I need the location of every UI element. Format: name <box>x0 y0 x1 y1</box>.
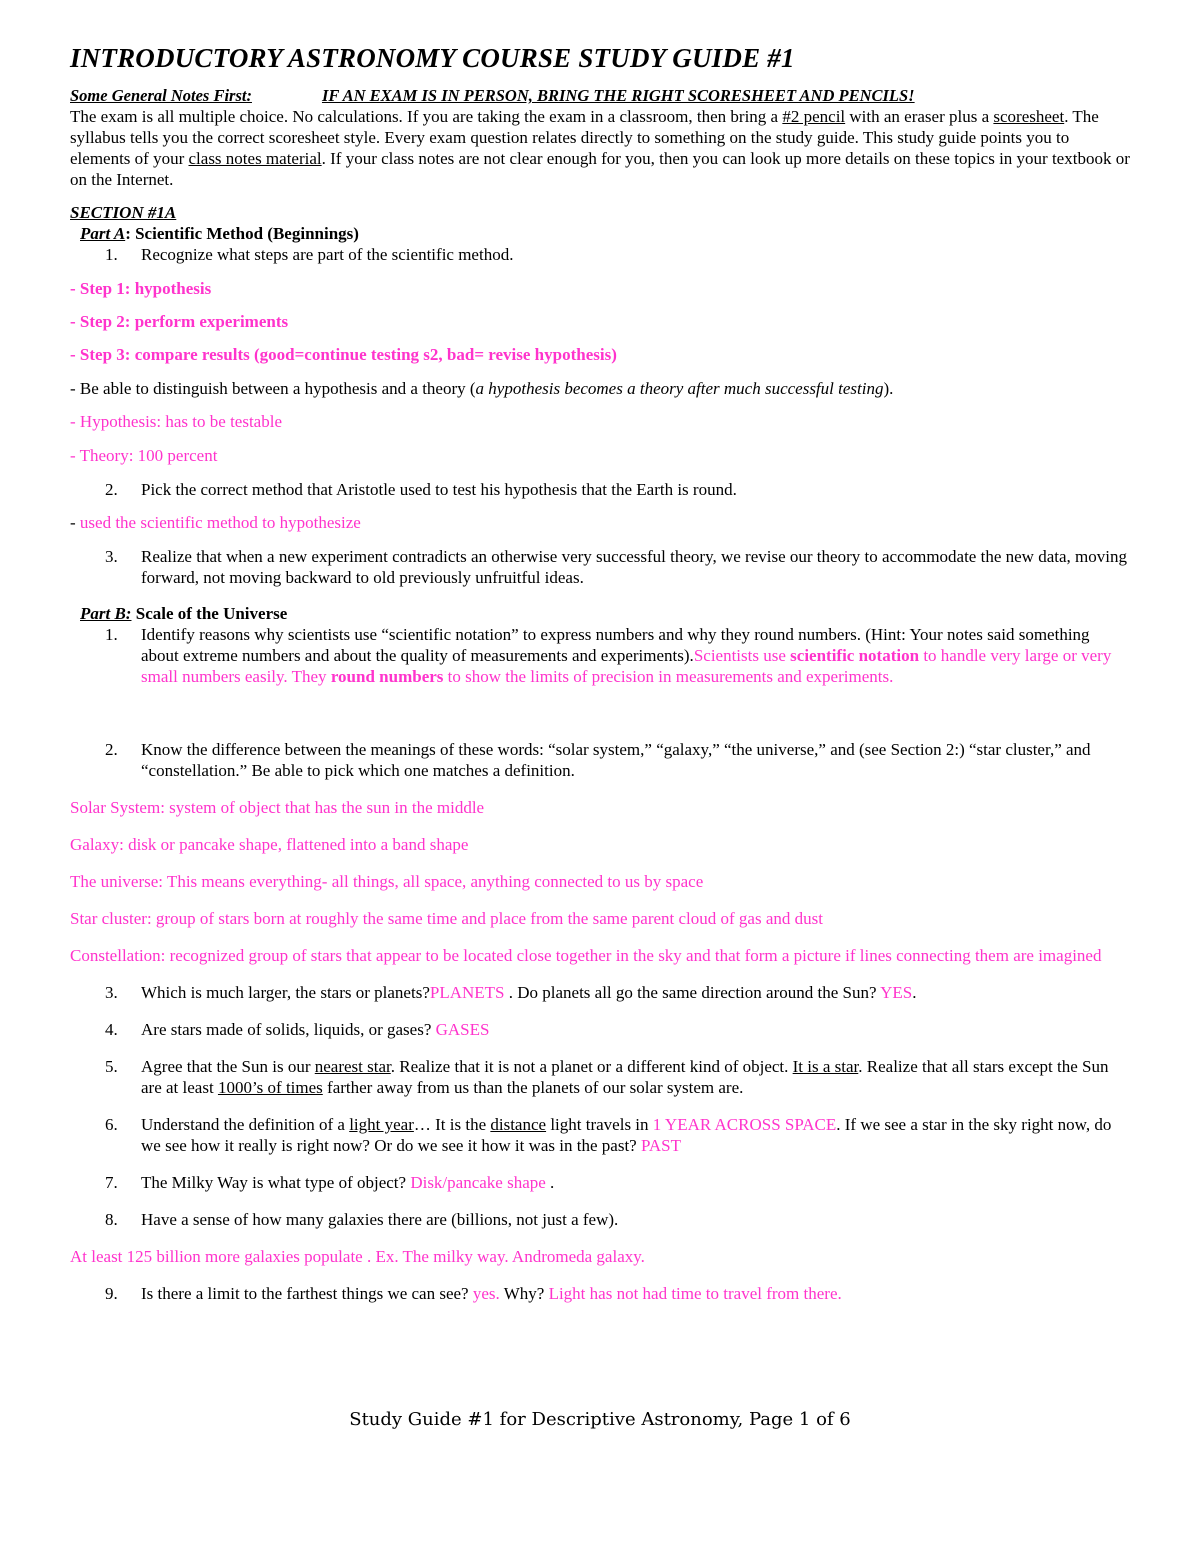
scoresheet-term: scoresheet <box>993 107 1065 126</box>
list-item: 7. The Milky Way is what type of object? Disk/pancake shape . <box>105 1173 555 1192</box>
aristotle-answer: - used the scientific method to hypothesize <box>70 513 361 532</box>
step-2: - Step 2: perform experiments <box>70 312 289 331</box>
list-item: 8. Have a sense of how many galaxies there are (billions, not just a few). <box>105 1210 619 1229</box>
page-footer: Study Guide #1 for Descriptive Astronomy, Page 1 of 6 <box>349 1409 851 1430</box>
definition-solar-system: Solar System: system of object that has the sun in the middle <box>70 798 485 817</box>
list-item: 1. Recognize what steps are part of the scientific method. <box>105 245 514 264</box>
list-item: 3. Which is much larger, the stars or planets?PLANETS . Do planets all go the same direction around the Sun? YES. <box>105 983 917 1002</box>
list-item: 1. Identify reasons why scientists use “scientific notation” to express numbers and why they round numbers. (Hint: Your notes said something about extreme numbers and about the quality of measurements and experiments).Scientists use scientific notation to handle very large or very small numbers easily. They round numbers to show the limits of precision in measurements and experiments. <box>105 625 1112 686</box>
list-item: 6. Understand the definition of a light year… It is the distance light travels in 1 YEAR ACROSS SPACE. If we see a star in the sky right now, do we see how it really is right now? Or do we see it how it was in the past? PAST <box>105 1115 1112 1155</box>
list-item: 2. Pick the correct method that Aristotle used to test his hypothesis that the Earth is round. <box>105 480 737 499</box>
list-item: 5. Agree that the Sun is our nearest star. Realize that it is not a planet or a different kind of object. It is a star. Realize that all stars except the Sun are at least 1000’s of times farther away from us than the planets of our solar system are. <box>105 1057 1109 1097</box>
definition-star-cluster: Star cluster: group of stars born at roughly the same time and place from the same parent cloud of gas and dust <box>70 909 823 928</box>
list-item: 9. Is there a limit to the farthest things we can see? yes. Why? Light has not had time to travel from there. <box>105 1284 842 1303</box>
step-3: - Step 3: compare results (good=continue testing s2, bad= revise hypothesis) <box>70 345 617 364</box>
part-a-heading: Part A: Scientific Method (Beginnings) <box>80 224 359 243</box>
list-item: 2. Know the difference between the meanings of these words: “solar system,” “galaxy,” “the universe,” and (see Section 2:) “star cluster,” and “constellation.” Be able to pick which one matches a definition. <box>105 740 1091 780</box>
document-page <box>70 40 1130 1304</box>
section-heading: SECTION #1A <box>70 203 177 222</box>
exam-warning: IF AN EXAM IS IN PERSON, BRING THE RIGHT SCORESHEET AND PENCILS! <box>321 86 915 105</box>
hypothesis-answer: - Hypothesis: has to be testable <box>70 412 282 431</box>
page-title: INTRODUCTORY ASTRONOMY COURSE STUDY GUIDE #1 <box>70 43 795 73</box>
part-b-heading: Part B: Scale of the Universe <box>80 604 288 623</box>
step-1: - Step 1: hypothesis <box>70 279 212 298</box>
list-item: 3. Realize that when a new experiment contradicts an otherwise very successful theory, we revise our theory to accommodate the new data, moving forward, not moving backward to old previously unfruitful ideas. <box>105 547 1127 587</box>
galaxies-answer: At least 125 billion more galaxies populate . Ex. The milky way. Andromeda galaxy. <box>70 1247 645 1266</box>
list-item: 4. Are stars made of solids, liquids, or gases? GASES <box>105 1020 490 1039</box>
definition-constellation: Constellation: recognized group of stars that appear to be located close together in the sky and that form a picture if lines connecting them are imagined <box>70 946 1102 965</box>
class-notes-term: class notes material <box>188 149 322 168</box>
pencil-term: #2 pencil <box>782 107 846 126</box>
general-notes-heading <box>70 86 1130 106</box>
notes-paragraph: The exam is all multiple choice. No calculations. If you are taking the exam in a classroom, then bring a #2 pencil with an eraser plus a scoresheet. The syllabus tells you the correct scoresheet style. Every exam question relates directly to something on the study guide. This study guide points you to elements of your class notes material. If your class notes are not clear enough for you, then you can look up more details on these topics in your textbook or on the Internet. <box>70 107 1130 189</box>
notes-heading: Some General Notes First: <box>70 86 252 105</box>
theory-answer: - Theory: 100 percent <box>70 446 218 465</box>
definition-universe: The universe: This means everything- all things, all space, anything connected to us by space <box>70 872 704 891</box>
definition-galaxy: Galaxy: disk or pancake shape, flattened into a band shape <box>70 835 469 854</box>
distinguish-line: - Be able to distinguish between a hypothesis and a theory (a hypothesis becomes a theory after much successful testing). <box>70 379 894 398</box>
